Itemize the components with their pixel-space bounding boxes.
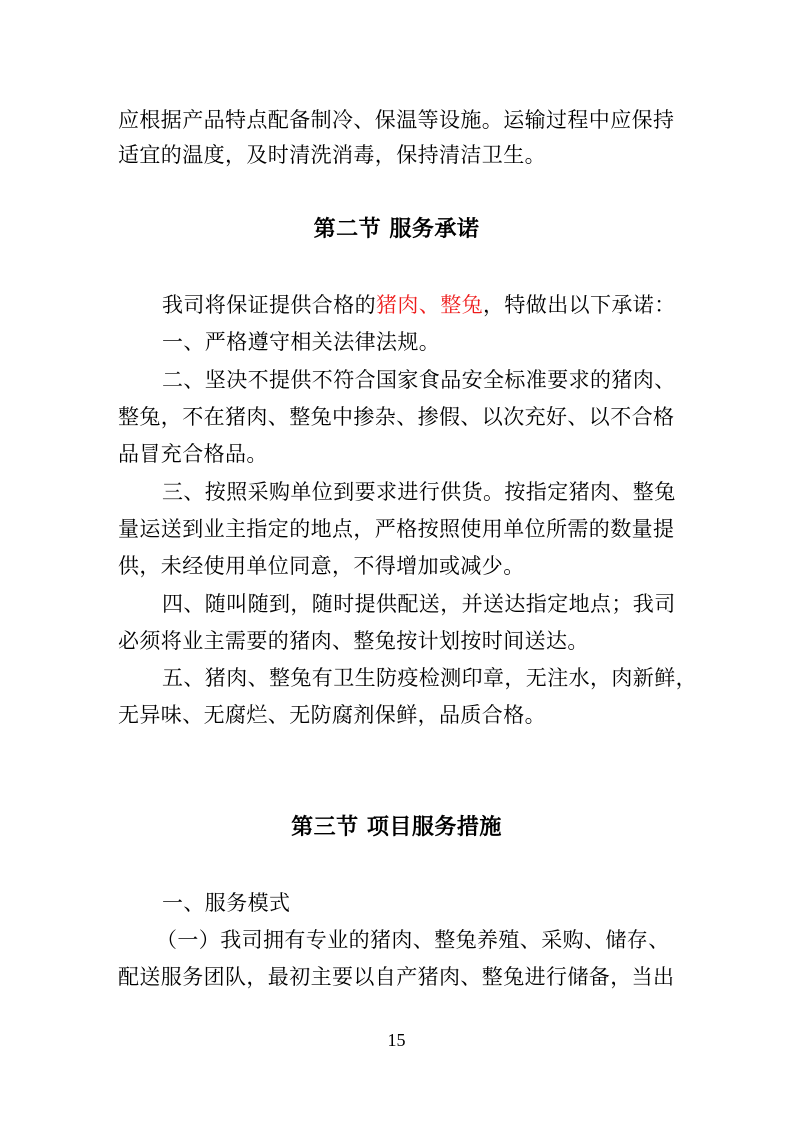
paragraph-line: 应根据产品特点配备制冷、保温等设施。运输过程中应保持 [118,108,675,132]
commitment-item-cont: 供，未经使用单位同意，不得增加或减少。 [118,554,525,578]
commitment-intro [162,291,676,319]
commitment-item-cont: 量运送到业主指定的地点，严格按照使用单位所需的数量提 [118,517,675,541]
page-number: 15 [387,1030,406,1050]
paragraph-line: 配送服务团队，最初主要以自产猪肉、整兔进行储备，当出 [118,965,675,989]
commitment-item: 五、猪肉、整兔有卫生防疫检测印章，无注水，肉新鲜， [162,666,697,690]
section-heading: 第二节 服务承诺 [313,217,480,242]
commitment-item-cont: 无异味、无腐烂、无防腐剂保鲜，品质合格。 [118,703,546,727]
commitment-item-cont: 整兔，不在猪肉、整兔中掺杂、掺假、以次充好、以不合格 [118,405,675,429]
paragraph-line: 适宜的温度，及时清洗消毒，保持清洁卫生。 [118,143,546,167]
section-heading: 第三节 项目服务措施 [291,815,502,840]
commitment-item: 四、随叫随到，随时提供配送，并送达指定地点；我司 [162,592,676,616]
intro-prefix: 我司将保证提供合格的 [162,293,376,317]
commitment-item: 三、按照采购单位到要求进行供货。按指定猪肉、整兔 [162,480,676,504]
commitment-item-cont: 品冒充合格品。 [118,442,268,466]
commitment-item: 一、严格遵守相关法律法规。 [162,330,441,354]
subheading: 一、服务模式 [162,891,291,915]
highlighted-product: 猪肉、整兔 [376,293,483,317]
commitment-item-cont: 必须将业主需要的猪肉、整兔按计划按时间送达。 [118,629,589,653]
commitment-item: 二、坚决不提供不符合国家食品安全标准要求的猪肉、 [162,368,676,392]
paragraph-line: （一）我司拥有专业的猪肉、整兔养殖、采购、储存、 [156,928,670,952]
intro-suffix: ，特做出以下承诺： [483,293,676,317]
